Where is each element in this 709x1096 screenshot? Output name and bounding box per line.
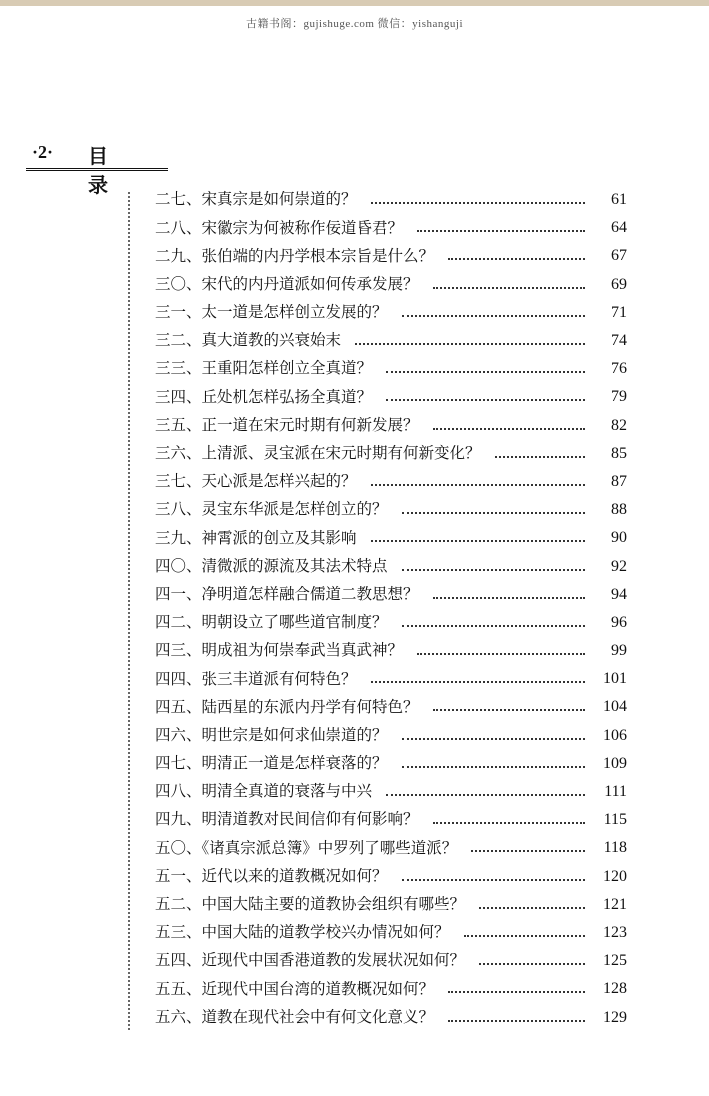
toc-entry-title: 三六、上清派、灵宝派在宋元时期有何新变化？ xyxy=(155,444,481,463)
toc-entry-title: 三八、灵宝东华派是怎样创立的？ xyxy=(155,500,388,519)
toc-dot-leader xyxy=(402,315,585,317)
toc-entry-title: 五六、道教在现代社会中有何文化意义？ xyxy=(155,1007,435,1026)
page-title: 目 录 xyxy=(88,144,132,197)
toc-entry-title: 三九、神霄派的创立及其影响 xyxy=(155,528,357,547)
toc-entry-page: 90 xyxy=(611,529,627,547)
toc-entry-page: 92 xyxy=(611,557,627,575)
toc-entry-page: 125 xyxy=(603,952,627,970)
toc-entry[interactable] xyxy=(155,863,627,891)
toc-entry-page: 71 xyxy=(611,303,627,321)
toc-entry[interactable] xyxy=(155,355,627,383)
toc-entry-page: 94 xyxy=(611,585,627,603)
toc-dot-leader xyxy=(402,569,585,571)
toc-entry-title: 三七、天心派是怎样兴起的？ xyxy=(155,472,357,491)
toc-dot-leader xyxy=(371,681,585,683)
toc-entry-page: 82 xyxy=(611,416,627,434)
toc-entry[interactable] xyxy=(155,750,627,778)
margin-dotted-line xyxy=(128,192,130,1030)
toc-entry[interactable] xyxy=(155,186,627,214)
toc-entry[interactable] xyxy=(155,468,627,496)
watermark-text: 古籍书阁：gujishuge.com 微信：yishanguji xyxy=(245,18,464,30)
toc-entry-title: 五〇、《诸真宗派总簿》中罗列了哪些道派？ xyxy=(155,838,458,857)
toc-entry[interactable] xyxy=(155,693,627,721)
page-number: ·2· xyxy=(32,142,54,162)
toc-entry-title: 四〇、清微派的源流及其法术特点 xyxy=(155,556,388,575)
toc-entry[interactable] xyxy=(155,214,627,242)
toc-entry-title: 三三、王重阳怎样创立全真道？ xyxy=(155,359,373,378)
toc-dot-leader xyxy=(402,625,585,627)
toc-entry[interactable] xyxy=(155,919,627,947)
toc-entry-title: 五二、中国大陆主要的道教协会组织有哪些？ xyxy=(155,895,466,914)
toc-entry-page: 129 xyxy=(603,1008,627,1026)
toc-entry[interactable] xyxy=(155,383,627,411)
toc-entry-title: 四三、明成祖为何崇奉武当真武神？ xyxy=(155,641,404,660)
toc-entry[interactable] xyxy=(155,242,627,270)
toc-entry-page: 69 xyxy=(611,275,627,293)
toc-entry[interactable] xyxy=(155,1003,627,1031)
table-of-contents xyxy=(155,186,627,1032)
toc-entry[interactable] xyxy=(155,834,627,862)
toc-entry-title: 四六、明世宗是如何求仙崇道的？ xyxy=(155,725,388,744)
toc-entry-page: 61 xyxy=(611,191,627,209)
toc-entry-title: 四五、陆西星的东派内丹学有何特色？ xyxy=(155,697,419,716)
page-header xyxy=(26,138,168,197)
toc-dot-leader xyxy=(479,907,585,909)
toc-entry[interactable] xyxy=(155,609,627,637)
toc-entry[interactable] xyxy=(155,581,627,609)
toc-dot-leader xyxy=(371,484,585,486)
toc-dot-leader xyxy=(448,991,585,993)
toc-dot-leader xyxy=(433,822,585,824)
toc-entry[interactable] xyxy=(155,412,627,440)
toc-dot-leader xyxy=(386,371,585,373)
toc-entry-title: 四一、净明道怎样融合儒道二教思想？ xyxy=(155,584,419,603)
toc-dot-leader xyxy=(386,794,585,796)
toc-entry-title: 三一、太一道是怎样创立发展的？ xyxy=(155,303,388,322)
toc-dot-leader xyxy=(495,456,585,458)
toc-entry[interactable] xyxy=(155,891,627,919)
toc-entry-page: 128 xyxy=(603,980,627,998)
toc-dot-leader xyxy=(402,738,585,740)
toc-entry-page: 123 xyxy=(603,923,627,941)
toc-entry[interactable] xyxy=(155,496,627,524)
toc-dot-leader xyxy=(355,343,585,345)
toc-entry[interactable] xyxy=(155,806,627,834)
toc-dot-leader xyxy=(433,287,585,289)
toc-entry[interactable] xyxy=(155,440,627,468)
toc-entry-page: 64 xyxy=(611,219,627,237)
toc-entry-page: 85 xyxy=(611,444,627,462)
toc-entry-page: 115 xyxy=(603,811,627,829)
toc-entry-title: 四七、明清正一道是怎样衰落的？ xyxy=(155,754,388,773)
toc-dot-leader xyxy=(371,202,585,204)
toc-entry-page: 67 xyxy=(611,247,627,265)
toc-entry-page: 76 xyxy=(611,360,627,378)
toc-entry-page: 99 xyxy=(611,642,627,660)
toc-dot-leader xyxy=(371,540,585,542)
toc-entry-title: 五四、近现代中国香港道教的发展状况如何？ xyxy=(155,951,466,970)
toc-dot-leader xyxy=(402,512,585,514)
toc-dot-leader xyxy=(417,230,585,232)
toc-entry-title: 二八、宋徽宗为何被称作佞道昏君？ xyxy=(155,218,404,237)
toc-entry-title: 五一、近代以来的道教概况如何？ xyxy=(155,866,388,885)
toc-entry[interactable] xyxy=(155,722,627,750)
toc-entry-page: 120 xyxy=(603,867,627,885)
toc-entry-page: 87 xyxy=(611,472,627,490)
toc-dot-leader xyxy=(402,879,585,881)
toc-dot-leader xyxy=(471,850,585,852)
toc-entry[interactable] xyxy=(155,552,627,580)
toc-dot-leader xyxy=(386,399,585,401)
toc-entry[interactable] xyxy=(155,665,627,693)
toc-entry[interactable] xyxy=(155,637,627,665)
toc-entry-title: 二七、宋真宗是如何崇道的？ xyxy=(155,190,357,209)
toc-entry-title: 三二、真大道教的兴衰始末 xyxy=(155,331,342,350)
toc-entry-title: 四八、明清全真道的衰落与中兴 xyxy=(155,782,373,801)
top-border-rule xyxy=(0,0,709,6)
toc-dot-leader xyxy=(448,258,585,260)
toc-entry-title: 四四、张三丰道派有何特色？ xyxy=(155,669,357,688)
toc-entry[interactable] xyxy=(155,975,627,1003)
toc-entry-page: 118 xyxy=(603,839,627,857)
toc-entry[interactable] xyxy=(155,524,627,552)
toc-dot-leader xyxy=(433,428,585,430)
toc-dot-leader xyxy=(433,597,585,599)
toc-entry-page: 88 xyxy=(611,501,627,519)
toc-entry-title: 二九、张伯端的内丹学根本宗旨是什么？ xyxy=(155,246,435,265)
toc-entry-title: 四九、明清道教对民间信仰有何影响？ xyxy=(155,810,419,829)
toc-entry[interactable] xyxy=(155,947,627,975)
toc-dot-leader xyxy=(479,963,585,965)
toc-dot-leader xyxy=(433,709,585,711)
toc-dot-leader xyxy=(464,935,585,937)
toc-entry[interactable] xyxy=(155,327,627,355)
toc-entry-page: 121 xyxy=(603,895,627,913)
toc-entry-title: 三五、正一道在宋元时期有何新发展？ xyxy=(155,415,419,434)
toc-entry-title: 三〇、宋代的内丹道派如何传承发展？ xyxy=(155,274,419,293)
toc-entry[interactable] xyxy=(155,778,627,806)
toc-dot-leader xyxy=(417,653,585,655)
toc-entry-title: 四二、明朝设立了哪些道官制度？ xyxy=(155,613,388,632)
toc-entry-title: 五五、近现代中国台湾的道教概况如何？ xyxy=(155,979,435,998)
toc-entry-page: 106 xyxy=(603,726,627,744)
toc-entry-page: 101 xyxy=(603,670,627,688)
toc-entry-page: 109 xyxy=(603,754,627,772)
toc-entry-page: 74 xyxy=(611,332,627,350)
toc-entry-title: 三四、丘处机怎样弘扬全真道？ xyxy=(155,387,373,406)
toc-entry[interactable] xyxy=(155,271,627,299)
toc-entry-page: 96 xyxy=(611,613,627,631)
toc-entry-page: 104 xyxy=(603,698,627,716)
toc-dot-leader xyxy=(402,766,585,768)
toc-entry[interactable] xyxy=(155,299,627,327)
toc-entry-page: 79 xyxy=(611,388,627,406)
toc-dot-leader xyxy=(448,1020,585,1022)
toc-entry-page: 111 xyxy=(604,783,627,801)
toc-entry-title: 五三、中国大陆的道教学校兴办情况如何？ xyxy=(155,923,450,942)
